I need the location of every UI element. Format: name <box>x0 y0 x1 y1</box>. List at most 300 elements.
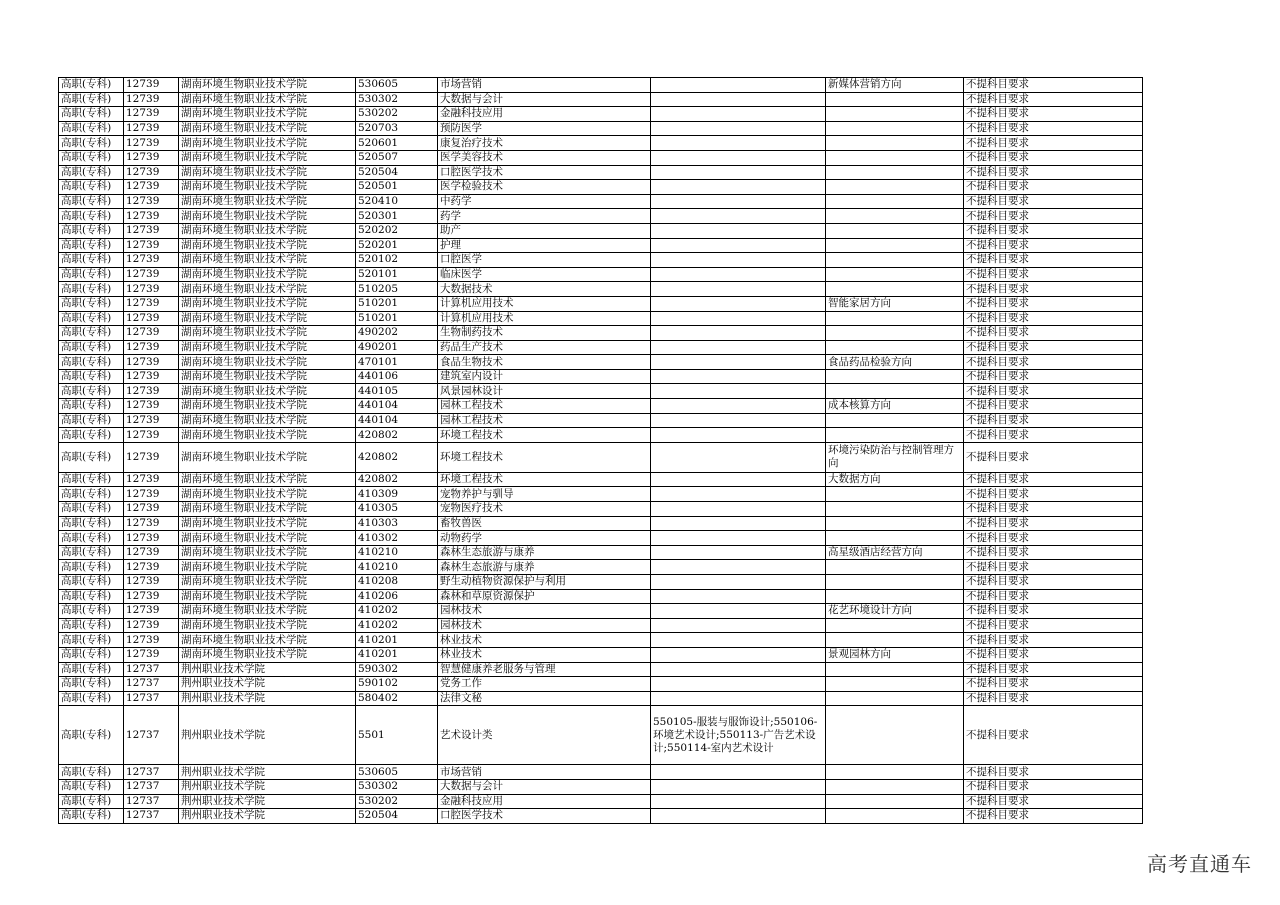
level-cell: 高职(专科) <box>59 355 124 370</box>
major-code-cell: 410202 <box>356 604 438 619</box>
table-row <box>59 121 1143 136</box>
major-code-cell: 520501 <box>356 180 438 195</box>
table-body <box>59 78 1143 824</box>
subject-requirement-cell: 不提科目要求 <box>964 369 1143 384</box>
school-name-cell: 荆州职业技术学院 <box>179 662 356 677</box>
subject-requirement-cell: 不提科目要求 <box>964 633 1143 648</box>
subject-requirement-cell: 不提科目要求 <box>964 413 1143 428</box>
subject-requirement-cell: 不提科目要求 <box>964 428 1143 443</box>
table-row <box>59 165 1143 180</box>
school-name-cell: 湖南环境生物职业技术学院 <box>179 384 356 399</box>
table-row <box>59 311 1143 326</box>
level-cell: 高职(专科) <box>59 502 124 517</box>
major-code-cell: 5501 <box>356 706 438 765</box>
table-row <box>59 472 1143 487</box>
level-cell: 高职(专科) <box>59 575 124 590</box>
level-cell: 高职(专科) <box>59 413 124 428</box>
major-name-cell: 医学美容技术 <box>438 150 651 165</box>
school-code-cell: 12739 <box>124 428 179 443</box>
school-name-cell: 湖南环境生物职业技术学院 <box>179 647 356 662</box>
direction-cell: 景观园林方向 <box>826 647 964 662</box>
major-code-cell: 410208 <box>356 575 438 590</box>
level-cell: 高职(专科) <box>59 516 124 531</box>
table-row <box>59 487 1143 502</box>
level-cell: 高职(专科) <box>59 618 124 633</box>
major-name-cell: 森林生态旅游与康养 <box>438 545 651 560</box>
major-name-cell: 口腔医学 <box>438 253 651 268</box>
school-name-cell: 湖南环境生物职业技术学院 <box>179 355 356 370</box>
subject-requirement-cell: 不提科目要求 <box>964 267 1143 282</box>
major-name-cell: 园林技术 <box>438 618 651 633</box>
subject-requirement-cell: 不提科目要求 <box>964 399 1143 414</box>
subject-requirement-cell: 不提科目要求 <box>964 150 1143 165</box>
major-name-cell: 艺术设计类 <box>438 706 651 765</box>
included-majors-cell <box>651 296 826 311</box>
school-name-cell: 湖南环境生物职业技术学院 <box>179 633 356 648</box>
table-row <box>59 136 1143 151</box>
school-name-cell: 湖南环境生物职业技术学院 <box>179 428 356 443</box>
table-row <box>59 253 1143 268</box>
major-code-cell: 520201 <box>356 238 438 253</box>
direction-cell: 新媒体营销方向 <box>826 78 964 93</box>
subject-requirement-cell: 不提科目要求 <box>964 340 1143 355</box>
table-row <box>59 575 1143 590</box>
direction-cell <box>826 121 964 136</box>
included-majors-cell <box>651 765 826 780</box>
school-name-cell: 湖南环境生物职业技术学院 <box>179 560 356 575</box>
major-code-cell: 420802 <box>356 442 438 472</box>
direction-cell <box>826 662 964 677</box>
level-cell: 高职(专科) <box>59 340 124 355</box>
subject-requirement-cell: 不提科目要求 <box>964 180 1143 195</box>
table-row <box>59 706 1143 765</box>
major-name-cell: 口腔医学技术 <box>438 809 651 824</box>
table-row <box>59 384 1143 399</box>
subject-requirement-cell: 不提科目要求 <box>964 502 1143 517</box>
included-majors-cell <box>651 531 826 546</box>
level-cell: 高职(专科) <box>59 545 124 560</box>
major-code-cell: 510205 <box>356 282 438 297</box>
school-name-cell: 湖南环境生物职业技术学院 <box>179 487 356 502</box>
subject-requirement-cell: 不提科目要求 <box>964 282 1143 297</box>
direction-cell <box>826 560 964 575</box>
included-majors-cell <box>651 282 826 297</box>
subject-requirement-cell: 不提科目要求 <box>964 516 1143 531</box>
level-cell: 高职(专科) <box>59 267 124 282</box>
table-row <box>59 413 1143 428</box>
major-code-cell: 580402 <box>356 691 438 706</box>
major-name-cell: 建筑室内设计 <box>438 369 651 384</box>
included-majors-cell <box>651 618 826 633</box>
subject-requirement-cell: 不提科目要求 <box>964 136 1143 151</box>
direction-cell: 环境污染防治与控制管理方向 <box>826 442 964 472</box>
level-cell: 高职(专科) <box>59 779 124 794</box>
included-majors-cell <box>651 194 826 209</box>
table-row <box>59 618 1143 633</box>
school-code-cell: 12739 <box>124 589 179 604</box>
level-cell: 高职(专科) <box>59 136 124 151</box>
included-majors-cell <box>651 326 826 341</box>
level-cell: 高职(专科) <box>59 472 124 487</box>
direction-cell <box>826 150 964 165</box>
level-cell: 高职(专科) <box>59 399 124 414</box>
major-name-cell: 林业技术 <box>438 647 651 662</box>
major-name-cell: 环境工程技术 <box>438 472 651 487</box>
major-code-cell: 520301 <box>356 209 438 224</box>
school-code-cell: 12739 <box>124 413 179 428</box>
school-name-cell: 湖南环境生物职业技术学院 <box>179 502 356 517</box>
direction-cell <box>826 369 964 384</box>
school-code-cell: 12739 <box>124 399 179 414</box>
level-cell: 高职(专科) <box>59 107 124 122</box>
major-code-cell: 420802 <box>356 428 438 443</box>
subject-requirement-cell: 不提科目要求 <box>964 355 1143 370</box>
major-code-cell: 530202 <box>356 794 438 809</box>
major-code-cell: 510201 <box>356 296 438 311</box>
direction-cell <box>826 575 964 590</box>
included-majors-cell <box>651 575 826 590</box>
included-majors-cell <box>651 794 826 809</box>
level-cell: 高职(专科) <box>59 209 124 224</box>
level-cell: 高职(专科) <box>59 531 124 546</box>
major-name-cell: 大数据与会计 <box>438 92 651 107</box>
school-code-cell: 12739 <box>124 78 179 93</box>
major-code-cell: 410302 <box>356 531 438 546</box>
school-code-cell: 12737 <box>124 706 179 765</box>
subject-requirement-cell: 不提科目要求 <box>964 253 1143 268</box>
major-code-cell: 410303 <box>356 516 438 531</box>
included-majors-cell <box>651 223 826 238</box>
table-row <box>59 238 1143 253</box>
school-name-cell: 湖南环境生物职业技术学院 <box>179 180 356 195</box>
school-name-cell: 湖南环境生物职业技术学院 <box>179 165 356 180</box>
level-cell: 高职(专科) <box>59 677 124 692</box>
school-code-cell: 12739 <box>124 92 179 107</box>
included-majors-cell <box>651 604 826 619</box>
included-majors-cell <box>651 253 826 268</box>
school-code-cell: 12739 <box>124 545 179 560</box>
major-name-cell: 野生动植物资源保护与利用 <box>438 575 651 590</box>
major-name-cell: 园林工程技术 <box>438 413 651 428</box>
school-name-cell: 湖南环境生物职业技术学院 <box>179 209 356 224</box>
direction-cell: 花艺环境设计方向 <box>826 604 964 619</box>
major-code-cell: 490202 <box>356 326 438 341</box>
included-majors-cell <box>651 369 826 384</box>
level-cell: 高职(专科) <box>59 180 124 195</box>
major-code-cell: 410210 <box>356 545 438 560</box>
table-row <box>59 282 1143 297</box>
school-code-cell: 12739 <box>124 165 179 180</box>
major-code-cell: 410206 <box>356 589 438 604</box>
level-cell: 高职(专科) <box>59 589 124 604</box>
level-cell: 高职(专科) <box>59 765 124 780</box>
table-row <box>59 794 1143 809</box>
subject-requirement-cell: 不提科目要求 <box>964 662 1143 677</box>
subject-requirement-cell: 不提科目要求 <box>964 121 1143 136</box>
level-cell: 高职(专科) <box>59 633 124 648</box>
school-code-cell: 12737 <box>124 765 179 780</box>
direction-cell <box>826 253 964 268</box>
major-code-cell: 440105 <box>356 384 438 399</box>
direction-cell: 食品药品检验方向 <box>826 355 964 370</box>
included-majors-cell <box>651 267 826 282</box>
major-name-cell: 计算机应用技术 <box>438 311 651 326</box>
school-code-cell: 12739 <box>124 472 179 487</box>
included-majors-cell <box>651 209 826 224</box>
level-cell: 高职(专科) <box>59 92 124 107</box>
major-code-cell: 530302 <box>356 779 438 794</box>
subject-requirement-cell: 不提科目要求 <box>964 78 1143 93</box>
level-cell: 高职(专科) <box>59 809 124 824</box>
school-name-cell: 湖南环境生物职业技术学院 <box>179 194 356 209</box>
major-name-cell: 药学 <box>438 209 651 224</box>
school-name-cell: 湖南环境生物职业技术学院 <box>179 413 356 428</box>
direction-cell <box>826 282 964 297</box>
major-name-cell: 风景园林设计 <box>438 384 651 399</box>
subject-requirement-cell: 不提科目要求 <box>964 194 1143 209</box>
level-cell: 高职(专科) <box>59 794 124 809</box>
school-code-cell: 12739 <box>124 267 179 282</box>
included-majors-cell <box>651 107 826 122</box>
school-code-cell: 12737 <box>124 662 179 677</box>
direction-cell <box>826 92 964 107</box>
major-name-cell: 畜牧兽医 <box>438 516 651 531</box>
table-row <box>59 223 1143 238</box>
level-cell: 高职(专科) <box>59 428 124 443</box>
school-name-cell: 湖南环境生物职业技术学院 <box>179 121 356 136</box>
school-name-cell: 荆州职业技术学院 <box>179 779 356 794</box>
major-code-cell: 440104 <box>356 413 438 428</box>
major-code-cell: 410210 <box>356 560 438 575</box>
major-name-cell: 金融科技应用 <box>438 794 651 809</box>
school-name-cell: 湖南环境生物职业技术学院 <box>179 282 356 297</box>
table-row <box>59 428 1143 443</box>
table-row <box>59 809 1143 824</box>
direction-cell <box>826 794 964 809</box>
school-code-cell: 12739 <box>124 107 179 122</box>
major-code-cell: 530202 <box>356 107 438 122</box>
school-name-cell: 荆州职业技术学院 <box>179 794 356 809</box>
subject-requirement-cell: 不提科目要求 <box>964 706 1143 765</box>
major-code-cell: 520504 <box>356 809 438 824</box>
school-name-cell: 湖南环境生物职业技术学院 <box>179 238 356 253</box>
direction-cell <box>826 531 964 546</box>
level-cell: 高职(专科) <box>59 78 124 93</box>
level-cell: 高职(专科) <box>59 442 124 472</box>
direction-cell <box>826 502 964 517</box>
school-code-cell: 12739 <box>124 150 179 165</box>
table-row <box>59 531 1143 546</box>
level-cell: 高职(专科) <box>59 194 124 209</box>
direction-cell <box>826 516 964 531</box>
watermark-text: 高考直通车 <box>1147 852 1252 876</box>
major-name-cell: 市场营销 <box>438 78 651 93</box>
major-code-cell: 520504 <box>356 165 438 180</box>
major-code-cell: 490201 <box>356 340 438 355</box>
table-row <box>59 399 1143 414</box>
school-code-cell: 12739 <box>124 516 179 531</box>
direction-cell <box>826 326 964 341</box>
direction-cell <box>826 589 964 604</box>
major-name-cell: 临床医学 <box>438 267 651 282</box>
subject-requirement-cell: 不提科目要求 <box>964 472 1143 487</box>
table-row <box>59 633 1143 648</box>
school-name-cell: 湖南环境生物职业技术学院 <box>179 399 356 414</box>
school-name-cell: 湖南环境生物职业技术学院 <box>179 223 356 238</box>
school-code-cell: 12739 <box>124 531 179 546</box>
direction-cell <box>826 223 964 238</box>
school-code-cell: 12739 <box>124 223 179 238</box>
included-majors-cell <box>651 399 826 414</box>
direction-cell <box>826 180 964 195</box>
major-code-cell: 510201 <box>356 311 438 326</box>
level-cell: 高职(专科) <box>59 706 124 765</box>
table-row <box>59 516 1143 531</box>
major-code-cell: 440104 <box>356 399 438 414</box>
major-code-cell: 590102 <box>356 677 438 692</box>
table-row <box>59 647 1143 662</box>
major-code-cell: 440106 <box>356 369 438 384</box>
included-majors-cell <box>651 633 826 648</box>
school-name-cell: 荆州职业技术学院 <box>179 809 356 824</box>
school-code-cell: 12739 <box>124 604 179 619</box>
direction-cell <box>826 618 964 633</box>
major-code-cell: 530605 <box>356 78 438 93</box>
school-code-cell: 12737 <box>124 691 179 706</box>
school-code-cell: 12739 <box>124 194 179 209</box>
major-name-cell: 环境工程技术 <box>438 442 651 472</box>
direction-cell <box>826 779 964 794</box>
major-code-cell: 410309 <box>356 487 438 502</box>
included-majors-cell: 550105-服装与服饰设计;550106-环境艺术设计;550113-广告艺术设计;550114-室内艺术设计 <box>651 706 826 765</box>
direction-cell <box>826 194 964 209</box>
school-code-cell: 12739 <box>124 618 179 633</box>
school-name-cell: 湖南环境生物职业技术学院 <box>179 267 356 282</box>
school-code-cell: 12739 <box>124 282 179 297</box>
school-code-cell: 12739 <box>124 487 179 502</box>
major-name-cell: 预防医学 <box>438 121 651 136</box>
school-code-cell: 12739 <box>124 369 179 384</box>
included-majors-cell <box>651 516 826 531</box>
subject-requirement-cell: 不提科目要求 <box>964 384 1143 399</box>
school-code-cell: 12737 <box>124 794 179 809</box>
included-majors-cell <box>651 150 826 165</box>
level-cell: 高职(专科) <box>59 253 124 268</box>
school-code-cell: 12739 <box>124 253 179 268</box>
school-name-cell: 荆州职业技术学院 <box>179 677 356 692</box>
school-name-cell: 湖南环境生物职业技术学院 <box>179 545 356 560</box>
table-row <box>59 545 1143 560</box>
subject-requirement-cell: 不提科目要求 <box>964 618 1143 633</box>
included-majors-cell <box>651 413 826 428</box>
subject-requirement-cell: 不提科目要求 <box>964 92 1143 107</box>
major-name-cell: 护理 <box>438 238 651 253</box>
table-row <box>59 340 1143 355</box>
included-majors-cell <box>651 487 826 502</box>
major-name-cell: 口腔医学技术 <box>438 165 651 180</box>
school-code-cell: 12739 <box>124 647 179 662</box>
table-row <box>59 662 1143 677</box>
major-name-cell: 助产 <box>438 223 651 238</box>
school-name-cell: 荆州职业技术学院 <box>179 691 356 706</box>
school-code-cell: 12739 <box>124 180 179 195</box>
included-majors-cell <box>651 238 826 253</box>
school-code-cell: 12737 <box>124 779 179 794</box>
major-code-cell: 410201 <box>356 633 438 648</box>
included-majors-cell <box>651 442 826 472</box>
table-row <box>59 107 1143 122</box>
school-code-cell: 12739 <box>124 121 179 136</box>
admission-table <box>58 77 1143 824</box>
subject-requirement-cell: 不提科目要求 <box>964 545 1143 560</box>
school-name-cell: 湖南环境生物职业技术学院 <box>179 78 356 93</box>
school-name-cell: 湖南环境生物职业技术学院 <box>179 92 356 107</box>
direction-cell <box>826 311 964 326</box>
school-code-cell: 12739 <box>124 340 179 355</box>
school-name-cell: 湖南环境生物职业技术学院 <box>179 253 356 268</box>
school-code-cell: 12739 <box>124 633 179 648</box>
subject-requirement-cell: 不提科目要求 <box>964 575 1143 590</box>
direction-cell: 高星级酒店经营方向 <box>826 545 964 560</box>
major-name-cell: 康复治疗技术 <box>438 136 651 151</box>
major-code-cell: 410201 <box>356 647 438 662</box>
direction-cell <box>826 136 964 151</box>
major-name-cell: 林业技术 <box>438 633 651 648</box>
table-row <box>59 779 1143 794</box>
school-code-cell: 12739 <box>124 355 179 370</box>
major-code-cell: 470101 <box>356 355 438 370</box>
school-name-cell: 湖南环境生物职业技术学院 <box>179 326 356 341</box>
school-name-cell: 湖南环境生物职业技术学院 <box>179 531 356 546</box>
major-name-cell: 环境工程技术 <box>438 428 651 443</box>
subject-requirement-cell: 不提科目要求 <box>964 487 1143 502</box>
school-name-cell: 湖南环境生物职业技术学院 <box>179 575 356 590</box>
major-code-cell: 590302 <box>356 662 438 677</box>
subject-requirement-cell: 不提科目要求 <box>964 589 1143 604</box>
major-name-cell: 森林生态旅游与康养 <box>438 560 651 575</box>
direction-cell <box>826 165 964 180</box>
level-cell: 高职(专科) <box>59 311 124 326</box>
subject-requirement-cell: 不提科目要求 <box>964 765 1143 780</box>
table-row <box>59 604 1143 619</box>
direction-cell <box>826 691 964 706</box>
level-cell: 高职(专科) <box>59 369 124 384</box>
included-majors-cell <box>651 545 826 560</box>
major-name-cell: 金融科技应用 <box>438 107 651 122</box>
level-cell: 高职(专科) <box>59 662 124 677</box>
major-name-cell: 森林和草原资源保护 <box>438 589 651 604</box>
included-majors-cell <box>651 136 826 151</box>
major-name-cell: 医学检验技术 <box>438 180 651 195</box>
included-majors-cell <box>651 589 826 604</box>
school-code-cell: 12739 <box>124 560 179 575</box>
included-majors-cell <box>651 92 826 107</box>
major-name-cell: 法律文秘 <box>438 691 651 706</box>
subject-requirement-cell: 不提科目要求 <box>964 809 1143 824</box>
school-code-cell: 12739 <box>124 209 179 224</box>
school-name-cell: 湖南环境生物职业技术学院 <box>179 296 356 311</box>
level-cell: 高职(专科) <box>59 647 124 662</box>
included-majors-cell <box>651 647 826 662</box>
major-name-cell: 动物药学 <box>438 531 651 546</box>
subject-requirement-cell: 不提科目要求 <box>964 209 1143 224</box>
table-row <box>59 92 1143 107</box>
school-name-cell: 湖南环境生物职业技术学院 <box>179 150 356 165</box>
school-name-cell: 荆州职业技术学院 <box>179 765 356 780</box>
subject-requirement-cell: 不提科目要求 <box>964 296 1143 311</box>
school-name-cell: 湖南环境生物职业技术学院 <box>179 107 356 122</box>
major-name-cell: 计算机应用技术 <box>438 296 651 311</box>
